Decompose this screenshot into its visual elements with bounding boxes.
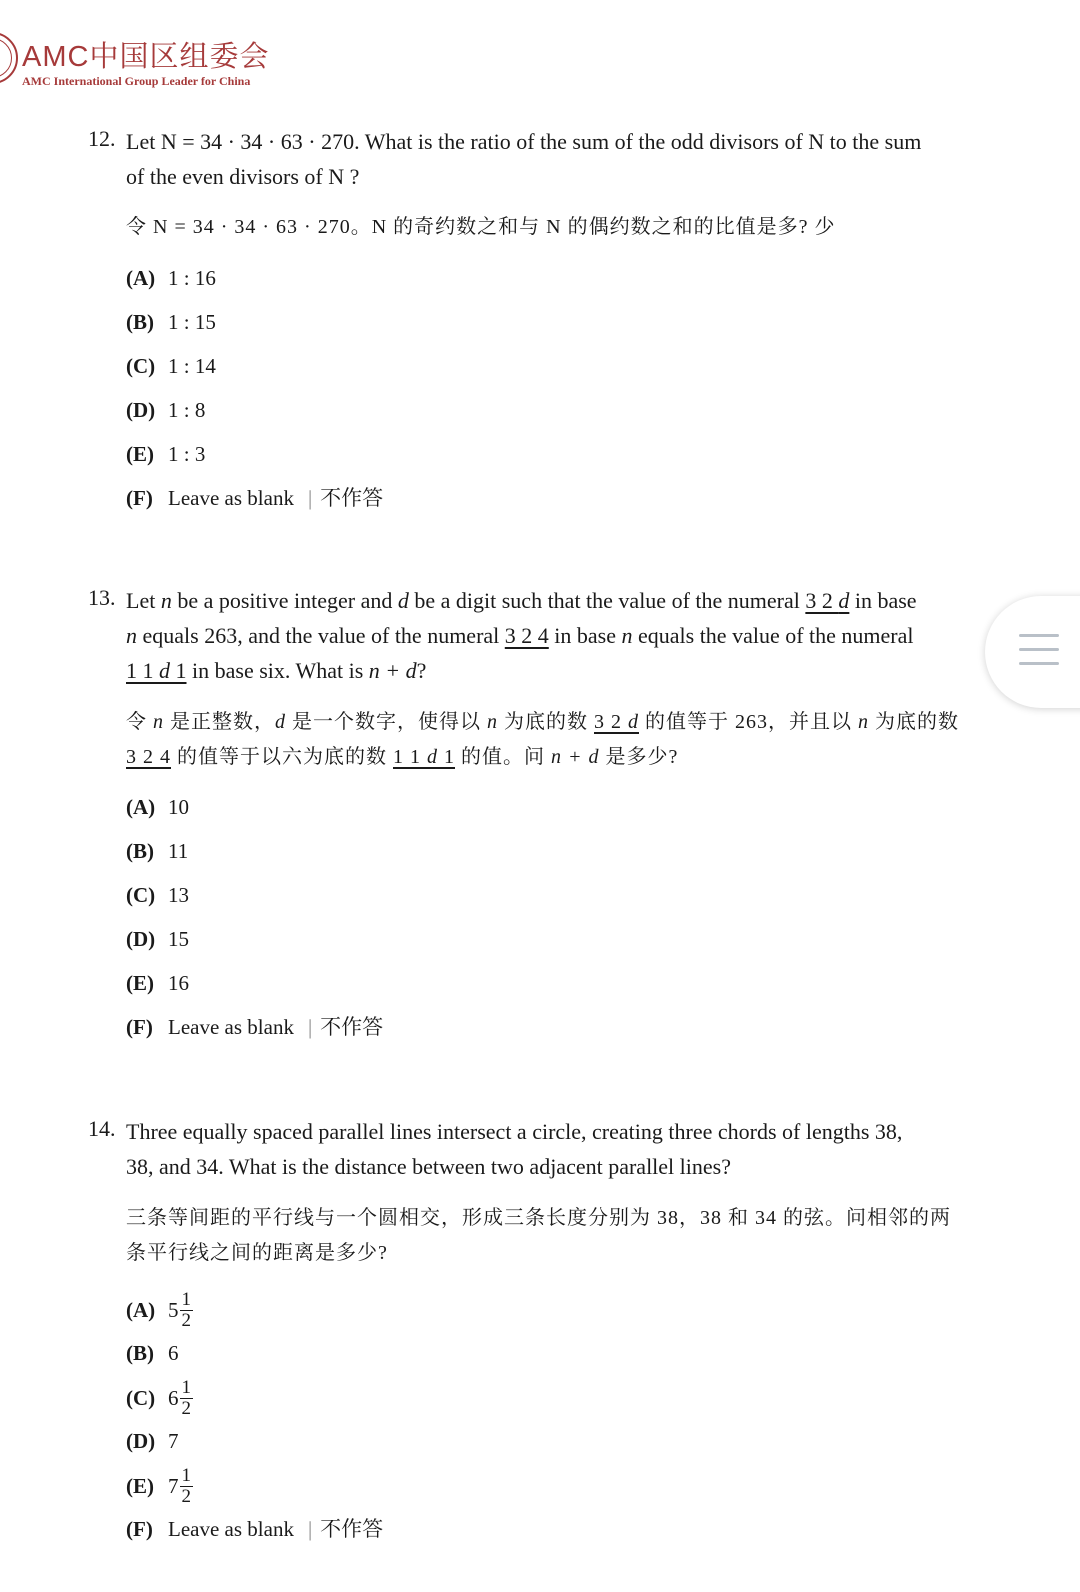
problem-number: 13.: [88, 585, 116, 610]
menu-button[interactable]: [985, 596, 1080, 708]
choice-a[interactable]: (A) 10: [126, 795, 189, 819]
choice-e[interactable]: (E) 1 : 3: [126, 442, 206, 466]
brand-subtitle: AMC International Group Leader for China: [22, 74, 251, 88]
amc-seal-logo: [0, 32, 18, 84]
choice-f[interactable]: (F) Leave as blank | 不作答: [126, 1517, 384, 1541]
problem-text-cn: 三条等间距的平行线与一个圆相交，形成三条长度分别为 38，38 和 34 的弦。问相邻的两 条平行线之间的距离是多少?: [126, 1207, 951, 1264]
choice-e[interactable]: (E) 16: [126, 971, 189, 995]
choice-b[interactable]: (B) 1 : 15: [126, 310, 216, 334]
problem-text-cn: 令 N = 34 · 34 · 63 · 270。N 的奇约数之和与 N 的偶约数之和的比值是多? 少: [126, 216, 836, 238]
choice-e[interactable]: (E) 7 $\frac{1}{2}$: [126, 1464, 191, 1507]
choice-b[interactable]: (B) 6: [126, 1341, 179, 1365]
problem-text-en: Three equally spaced parallel lines intersect a circle, creating three chords of lengths 38, 38, and 34. What is the distance between two adjacent parallel lines?: [126, 1119, 903, 1179]
choice-f[interactable]: (F) Leave as blank | 不作答: [126, 486, 384, 510]
choice-d[interactable]: (D) 7: [126, 1429, 179, 1453]
choice-c[interactable]: (C) 13: [126, 883, 189, 907]
choice-b[interactable]: (B) 11: [126, 839, 189, 863]
problem-number: 12.: [88, 126, 116, 151]
choice-d[interactable]: (D) 1 : 8: [126, 398, 206, 422]
choice-f[interactable]: (F) Leave as blank | 不作答: [126, 1015, 384, 1039]
choice-a[interactable]: (A) 5 $\frac{1}{2}$: [126, 1288, 191, 1331]
problem-text-cn: 令 n 是正整数，d 是一个数字，使得以 n 为底的数 3 2 d 的值等于 263，并且以 n 为底的数 3 2 4 的值等于以六为底的数 1 1 d 1 的值。问 n + d 是多少?: [126, 711, 959, 768]
problem-text-en: Let n be a positive integer and d be a digit such that the value of the numeral 3 2 d in base n equals 263, and the value of the numeral 3 2 4 in base n equals the value of the numeral 1 1 d 1 in base six. What is n + d?: [126, 588, 917, 683]
brand-title: AMC中国区组委会: [22, 41, 270, 73]
choice-d[interactable]: (D) 15: [126, 927, 189, 951]
problem-number: 14.: [88, 1116, 116, 1141]
hamburger-menu-icon: [1019, 634, 1059, 637]
problem-text-en: Let N = 34 · 34 · 63 · 270. What is the ratio of the sum of the odd divisors of N to the sum of the even divisors of N ?: [126, 129, 922, 189]
header: [0, 28, 400, 98]
choice-c[interactable]: (C) 6 $\frac{1}{2}$: [126, 1376, 191, 1419]
choice-a[interactable]: (A) 1 : 16: [126, 266, 216, 290]
choice-c[interactable]: (C) 1 : 14: [126, 354, 216, 378]
